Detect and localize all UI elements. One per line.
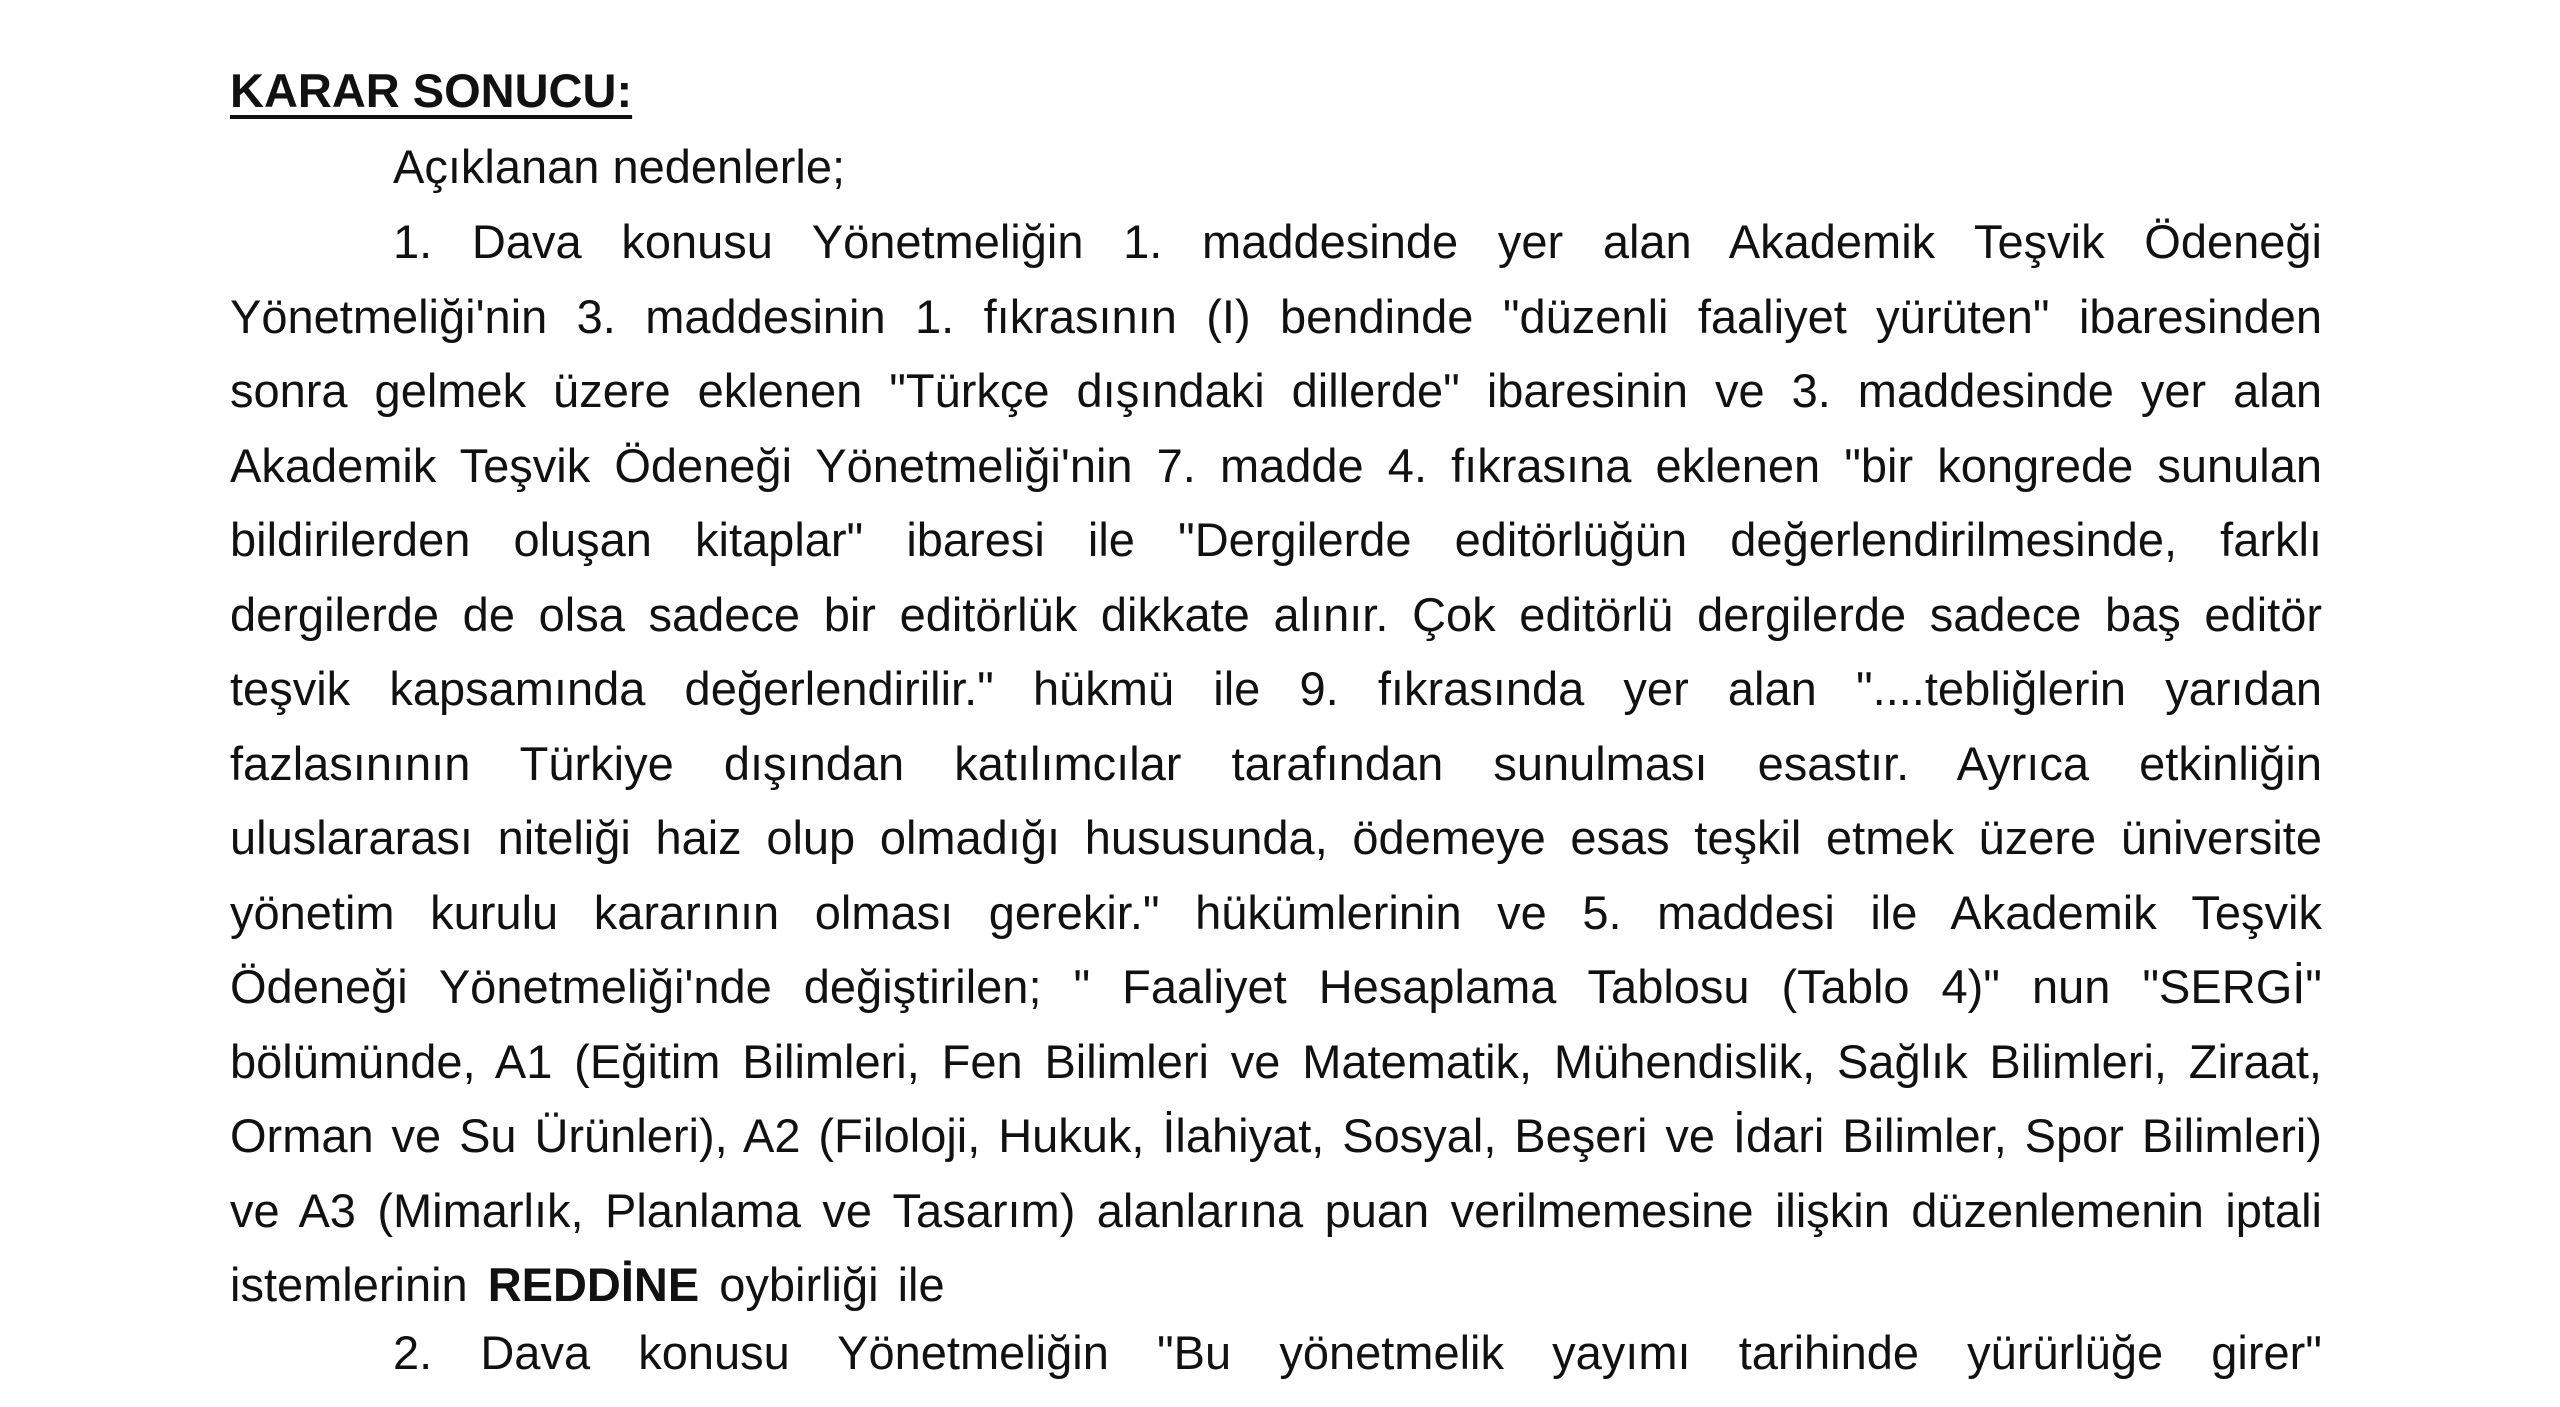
paragraph-line: uluslararası niteliği haiz olup olmadığı hususunda, ödemeye esas teşkil etmek üzere üniversite (230, 811, 2322, 864)
paragraph-line: 1. Dava konusu Yönetmeliğin 1. maddesinde yer alan Akademik Teşvik Ödeneği (393, 215, 2322, 268)
intro-line: Açıklanan nedenlerle; (393, 140, 846, 193)
paragraph-line: dergilerde de olsa sadece bir editörlük dikkate alınır. Çok editörlü dergilerde sadece baş editör (230, 587, 2322, 641)
paragraph-line: Akademik Teşvik Ödeneği Yönetmeliği'nin 7. madde 4. fıkrasına eklenen "bir kongrede sunulan (230, 438, 2322, 492)
decision-result-heading: KARAR SONUCU: (230, 64, 633, 117)
paragraph-line: bölümünde, A1 (Eğitim Bilimleri, Fen Bilimleri ve Matematik, Mühendislik, Sağlık Bilimleri, Ziraat, (230, 1034, 2322, 1088)
last-line-post: oybirliği ile (719, 1258, 945, 1311)
paragraph-line: ve A3 (Mimarlık, Planlama ve Tasarım) alanlarına puan verilmemesine ilişkin düzenlemenin iptali (230, 1183, 2322, 1237)
paragraph-line: Ödeneği Yönetmeliği'nde değiştirilen; " Faaliyet Hesaplama Tablosu (Tablo 4)" nun "SERGİ" (230, 960, 2322, 1013)
paragraph-line: 2. Dava konusu Yönetmeliğin "Bu yönetmelik yayımı tarihinde yürürlüğe girer" (393, 1326, 2322, 1379)
paragraph-line: teşvik kapsamında değerlendirilir." hükmü ile 9. fıkrasında yer alan "....tebliğlerin yarıdan (230, 662, 2322, 715)
paragraph-line: sonra gelmek üzere eklenen "Türkçe dışındaki dillerde" ibaresinin ve 3. maddesinde yer alan (230, 364, 2322, 417)
paragraph-1 (230, 205, 2322, 1323)
paragraph-line: Yönetmeliği'nin 3. maddesinin 1. fıkrasının (I) bendinde "düzenli faaliyet yürüten" ibaresinden (230, 289, 2322, 343)
paragraph-line: Orman ve Su Ürünleri), A2 (Filoloji, Hukuk, İlahiyat, Sosyal, Beşeri ve İdari Bilimler, Spor Bilimleri) (230, 1109, 2322, 1162)
paragraph-last-line (230, 1248, 2322, 1323)
paragraph-line: yönetim kurulu kararının olması gerekir." hükümlerinin ve 5. maddesi ile Akademik Teşvik (230, 885, 2322, 939)
paragraph-line: bildirilerden oluşan kitaplar" ibaresi ile "Dergilerde editörlüğün değerlendirilmesinde, farklı (230, 513, 2322, 566)
paragraph-2 (230, 1316, 2322, 1391)
rejection-verdict: REDDİNE (487, 1258, 700, 1311)
paragraph-line: fazlasınının Türkiye dışından katılımcılar tarafından sunulması esastır. Ayrıca etkinliğin (230, 736, 2322, 790)
last-line-pre: istemlerinin (230, 1258, 468, 1311)
